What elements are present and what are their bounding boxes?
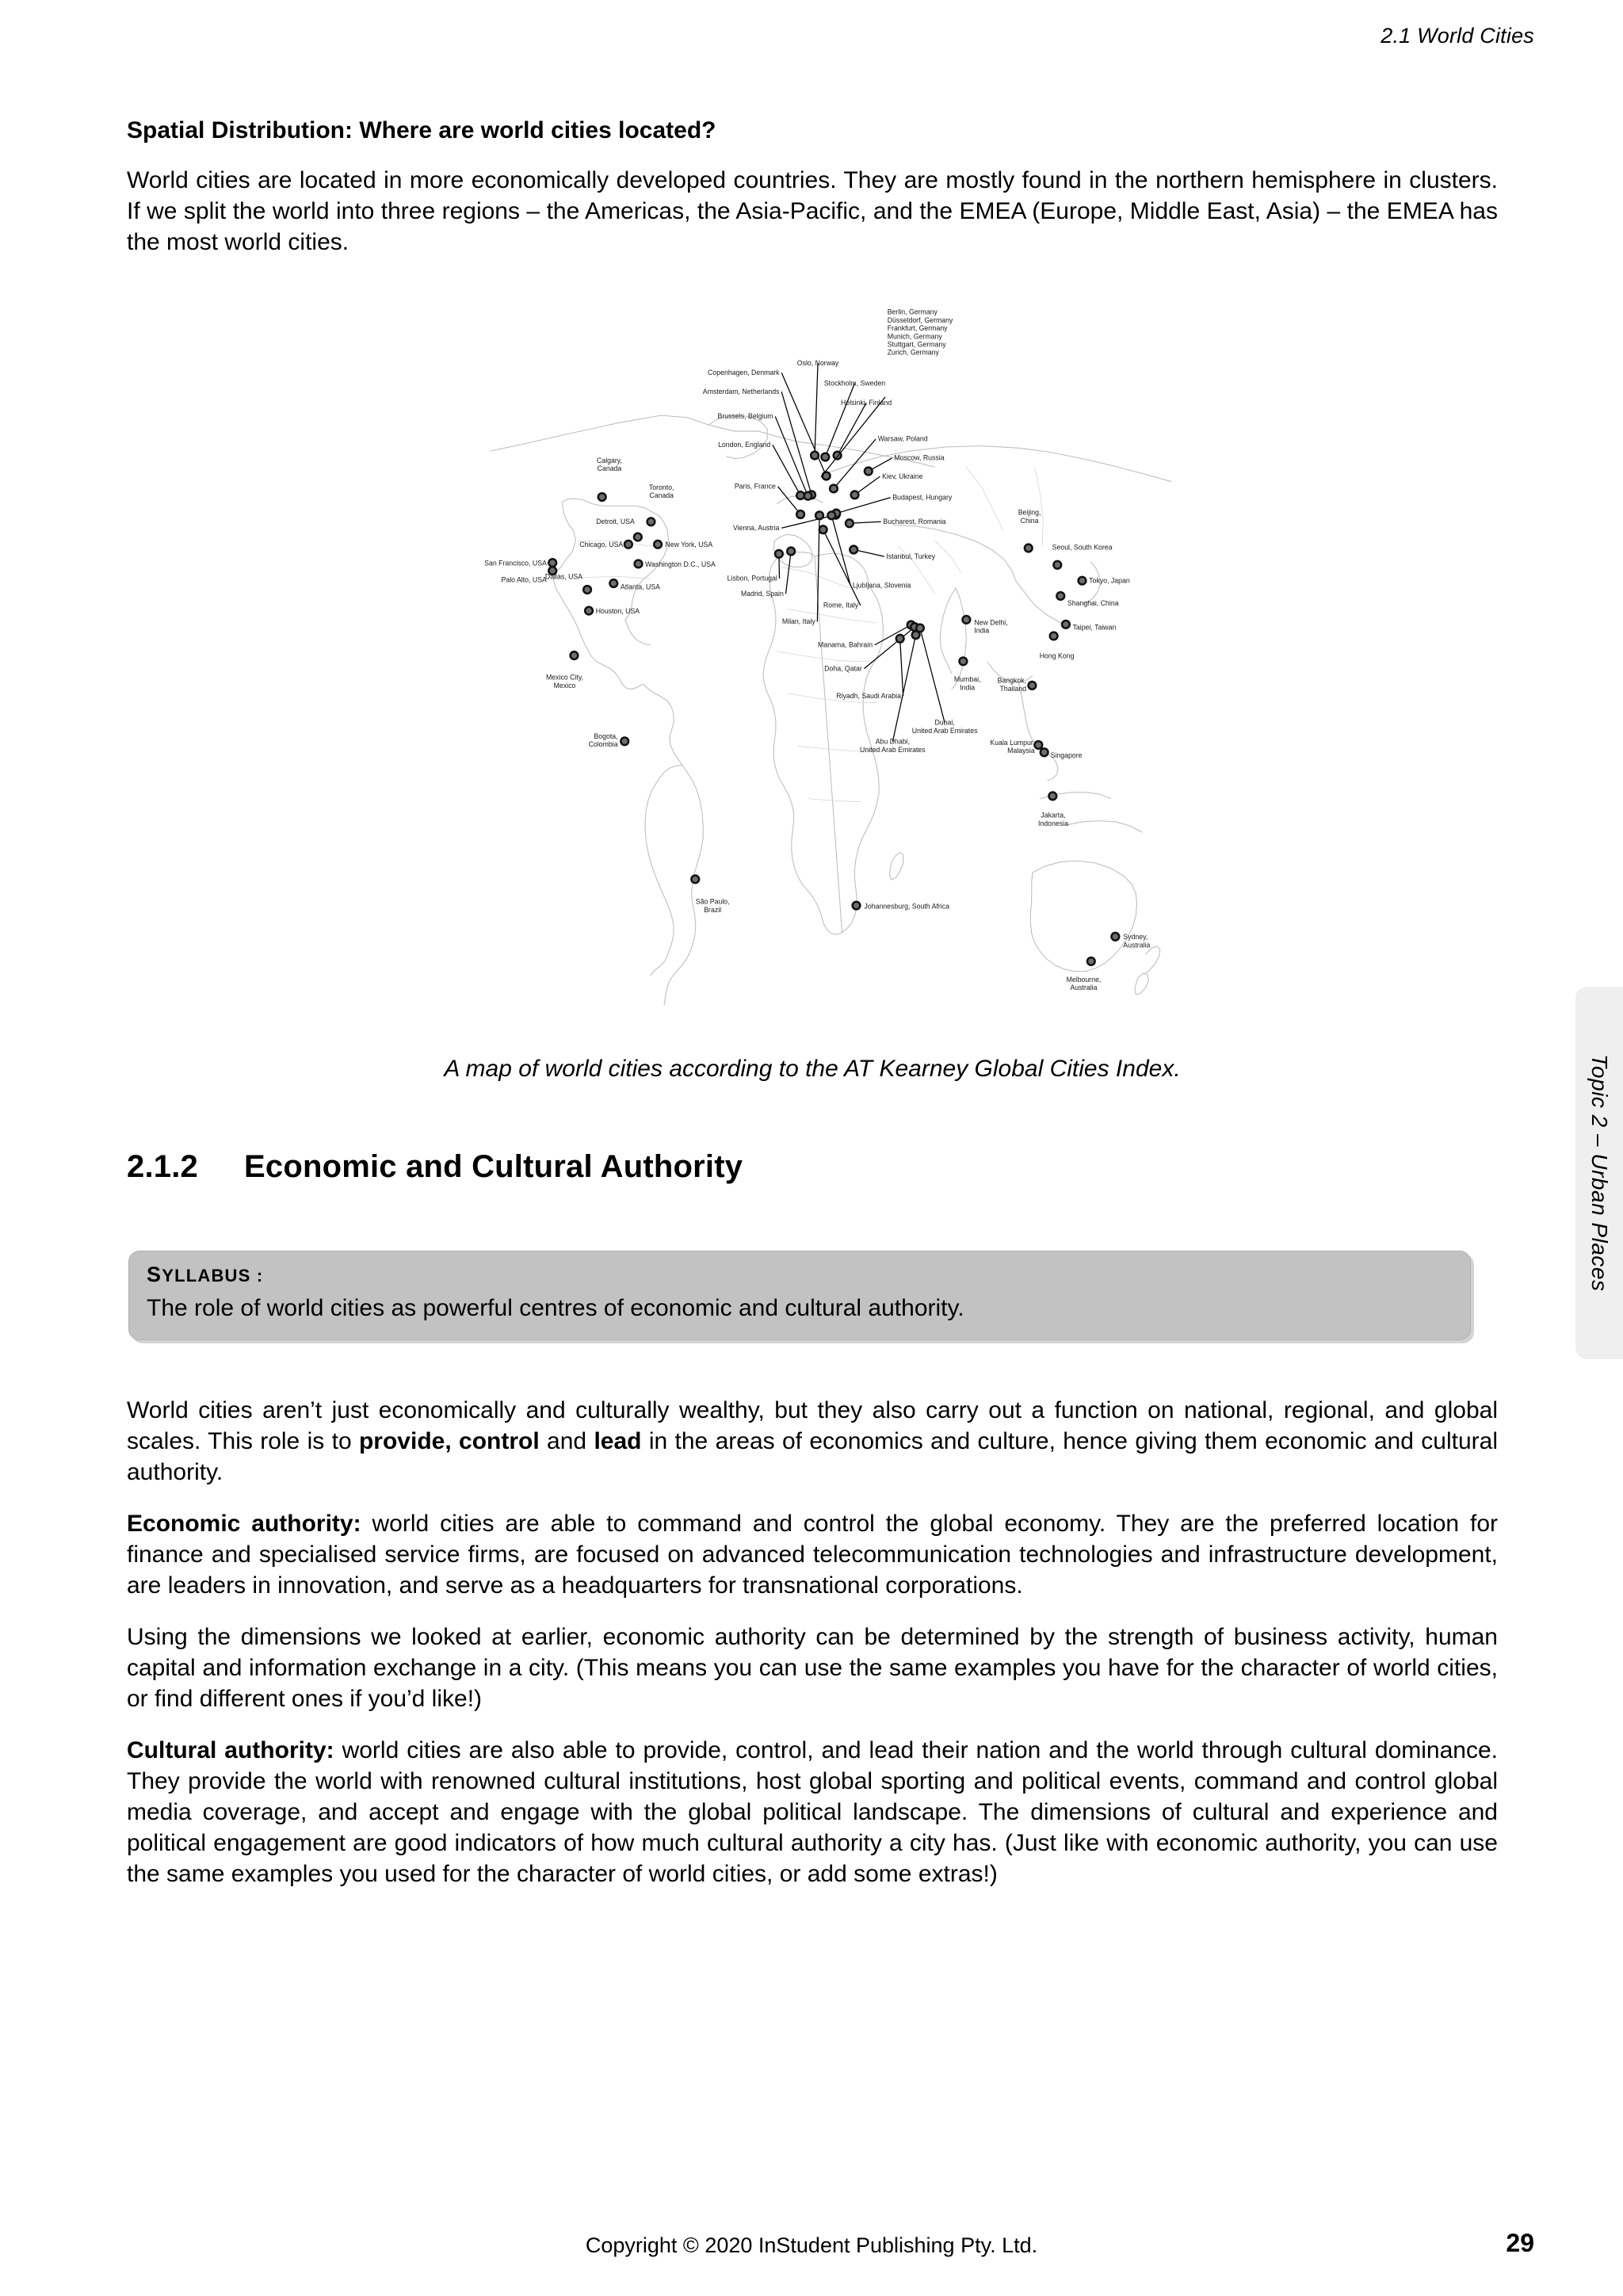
city-marker-core: [960, 659, 966, 664]
leader-line: [823, 529, 861, 606]
city-label: Sydney, Australia: [1123, 933, 1151, 949]
city-label: Rome, Italy: [823, 601, 859, 609]
city-marker-core: [820, 527, 826, 533]
city-marker-core: [829, 513, 834, 518]
economic-authority-lead: Economic authority:: [127, 1511, 361, 1537]
city-label: Moscow, Russia: [894, 453, 945, 462]
city-label: Budapest, Hungary: [892, 493, 953, 502]
city-marker-core: [1113, 934, 1118, 939]
city-marker-core: [823, 454, 828, 460]
city-marker-core: [571, 652, 577, 658]
leader-line: [781, 372, 826, 476]
city-label: Houston, USA: [595, 606, 640, 615]
city-marker-core: [812, 453, 817, 458]
city-marker-core: [655, 541, 660, 547]
topic-side-tab-label: Topic 2 – Urban Places: [1587, 1054, 1612, 1292]
p1-bold-lead: lead: [594, 1428, 642, 1454]
city-label: Riyadh, Saudi Arabia: [836, 691, 901, 700]
section-heading: [127, 1149, 743, 1185]
paragraph-role: [127, 1395, 1498, 1488]
city-marker-core: [636, 561, 641, 567]
leader-line: [775, 416, 808, 495]
city-label: Beijing, China: [1018, 508, 1041, 525]
city-marker-core: [917, 625, 922, 631]
section-number: 2.1.2: [127, 1149, 198, 1184]
city-marker-core: [586, 608, 591, 613]
footer-copyright: Copyright © 2020 InStudent Publishing Pty. Ltd.: [585, 2233, 1038, 2257]
city-label: Hong Kong: [1039, 651, 1075, 660]
city-label: Singapore: [1050, 751, 1083, 759]
paragraph-economic-authority: [127, 1508, 1498, 1601]
city-label: New York, USA: [665, 541, 713, 549]
running-header: 2.1 World Cities: [1381, 24, 1534, 48]
city-label: Jakarta, Indonesia: [1037, 811, 1068, 827]
city-marker-core: [852, 492, 857, 498]
city-label: Taipei, Taiwan: [1072, 623, 1117, 632]
page-number: 29: [1506, 2229, 1534, 2257]
city-label: Vienna, Austria: [732, 523, 780, 532]
city-marker-core: [776, 551, 781, 556]
figure-caption: A map of world cities according to the AT Kearney Global Cities Index.: [444, 1056, 1181, 1082]
city-label: London, England: [718, 440, 771, 449]
leader-line: [836, 498, 890, 514]
city-marker-core: [854, 903, 859, 908]
city-label: Madrid, Spain: [740, 589, 784, 598]
city-marker-core: [622, 739, 628, 744]
city-marker-core: [1088, 958, 1094, 964]
leader-line: [815, 363, 818, 455]
city-marker-core: [805, 493, 811, 499]
city-label: Stockholm, Sweden: [823, 379, 886, 388]
city-marker-core: [1041, 750, 1047, 755]
city-label: Dallas, USA: [544, 572, 583, 581]
cultural-authority-text: world cities are also able to provide, control, and lead their nation and the world through cultural dominance. They provide the world with renowned cultural institutions, host global sporting and political events, command and control global media coverage, and accept and engage with the global political landscape. The dimensions of cultural and experience and political engagement are good indicators of how much cultural authority a city has. (Just like with economic authority, you can use the same examples you used for the character of world cities, or add some extras!): [127, 1737, 1498, 1887]
leader-line: [892, 635, 915, 742]
city-marker-core: [648, 519, 654, 525]
city-marker-core: [1036, 742, 1041, 747]
city-label: Atlanta, USA: [620, 583, 661, 591]
city-marker-core: [897, 636, 903, 641]
city-label: Amsterdam, Netherlands: [702, 387, 780, 395]
paragraph-dimensions: Using the dimensions we looked at earlier, economic authority can be determined by the strength of business activity, human capital and information exchange in a city. (This means you can use the same examples you have for the character of world cities, or find different ones if you’d like!): [127, 1624, 1498, 1712]
city-marker-core: [1025, 545, 1031, 551]
city-marker-core: [789, 548, 794, 554]
city-label: Bogota, Colombia: [588, 732, 618, 749]
p1-part-a: World cities aren’t just economically and culturally wealthy, but they also carry out a function on national, regional, and global scales. This role is to: [127, 1397, 1498, 1454]
city-label: New Delhi, India: [974, 618, 1008, 635]
intro-paragraph: World cities are located in more economically developed countries. They are mostly found in the northern hemisphere in clusters. If we split the world into three regions – the Americas, the Asia-Pacific, and the EMEA (Europe, Middle East, Asia) – the EMEA has the most world cities.: [127, 167, 1498, 255]
syllabus-label-initial: S: [147, 1263, 162, 1286]
leader-line: [920, 628, 945, 723]
p1-part-e: in the areas of economics and culture, hence giving them economic and cultural authority.: [127, 1428, 1498, 1485]
syllabus-label: [147, 1263, 1453, 1287]
city-label: Mexico City, Mexico: [546, 673, 584, 690]
city-marker-core: [798, 492, 804, 498]
city-markers: [548, 450, 1120, 966]
city-marker-core: [1063, 621, 1068, 627]
city-marker-core: [611, 580, 617, 586]
coastlines: [490, 415, 1171, 1005]
city-label: Lisbon, Portugal: [727, 574, 777, 583]
subheading-spatial-distribution: Spatial Distribution: Where are world cities located?: [127, 117, 716, 143]
city-label: Johannesburg, South Africa: [864, 902, 950, 911]
city-label: Helsinki, Finland: [841, 398, 892, 407]
city-marker-core: [1029, 682, 1035, 688]
economic-authority-text: world cities are able to command and control the global economy. They are the preferred location for finance and specialised service firms, are focused on advanced telecommunication technologies and infrastructure development, are leaders in innovation, and serve as a headquarters for transnational corporations.: [127, 1511, 1498, 1599]
paragraph-cultural-authority: [127, 1735, 1498, 1889]
city-label: San Francisco, USA: [484, 559, 547, 567]
city-label: Bucharest, Romania: [883, 517, 946, 525]
p1-part-c: and: [539, 1428, 594, 1454]
leader-line: [834, 439, 876, 488]
city-label: Istanbul, Turkey: [886, 552, 936, 560]
city-label: Detroit, USA: [596, 517, 635, 525]
city-marker-core: [851, 547, 857, 552]
city-label: Mumbai, India: [953, 675, 981, 692]
city-label: Shanghai, China: [1067, 598, 1119, 607]
city-label: Ljubljana, Slovenia: [852, 581, 911, 590]
city-marker-core: [599, 494, 605, 499]
city-label: Copenhagen, Denmark: [708, 368, 780, 376]
world-cities-map-figure: [127, 293, 1522, 1030]
city-marker-core: [846, 521, 852, 526]
city-label: Doha, Qatar: [824, 664, 862, 673]
city-marker-core: [635, 534, 640, 540]
city-marker-core: [1058, 593, 1064, 598]
cultural-authority-lead: Cultural authority:: [127, 1737, 334, 1763]
city-label: Kiev, Ukraine: [882, 472, 923, 480]
city-marker-core: [584, 586, 590, 592]
city-label: Bangkok, Thailand: [997, 676, 1027, 693]
city-label: Calgary, Canada: [597, 456, 622, 473]
city-label: Toronto, Canada: [648, 483, 674, 500]
intro-block: [127, 117, 1498, 278]
city-label: Milan, Italy: [781, 617, 815, 626]
city-label: Melbourne, Australia: [1066, 975, 1102, 992]
city-marker-core: [1055, 562, 1060, 567]
city-label: São Paulo, Brazil: [695, 897, 730, 914]
leader-line: [900, 639, 903, 696]
topic-side-tab: [1575, 987, 1623, 1359]
city-label: Chicago, USA: [579, 541, 624, 549]
world-map-svg: [127, 293, 1522, 1030]
p1-bold-provide-control: provide, control: [358, 1428, 540, 1454]
germany-cities-label: Berlin, Germany Düsseldorf, Germany Frankfurt, Germany Munich, Germany Stuttgart, Germany Zurich, Germany: [887, 308, 953, 357]
city-marker-core: [1051, 633, 1056, 639]
city-label: Paris, France: [734, 482, 776, 491]
city-marker-core: [625, 541, 631, 547]
syllabus-label-rest: YLLABUS :: [162, 1266, 264, 1286]
city-label: Oslo, Norway: [796, 359, 839, 368]
city-marker-core: [823, 473, 829, 479]
city-marker-core: [1079, 578, 1085, 583]
city-marker-core: [693, 877, 698, 882]
syllabus-text: The role of world cities as powerful centres of economic and cultural authority.: [147, 1295, 964, 1321]
leader-line: [825, 384, 854, 457]
city-marker-core: [831, 486, 836, 491]
city-label: Abu Dhabi, United Arab Emirates: [860, 737, 926, 754]
city-label: Seoul, South Korea: [1052, 543, 1113, 552]
city-marker-core: [816, 513, 822, 518]
syllabus-callout: [128, 1251, 1471, 1340]
city-label: Warsaw, Poland: [877, 434, 928, 443]
city-label: Kuala Lumpur, Malaysia: [990, 738, 1035, 755]
leader-line: [773, 445, 800, 495]
germany-group-label: [821, 308, 953, 477]
city-label: Palo Alto, USA: [501, 575, 547, 584]
city-label: Tokyo, Japan: [1089, 576, 1130, 585]
section-title: Economic and Cultural Authority: [244, 1149, 743, 1184]
city-marker-core: [550, 560, 556, 566]
city-label: Washington D.C., USA: [645, 560, 716, 568]
city-label: Manama, Bahrain: [818, 640, 873, 649]
leader-line: [838, 403, 867, 455]
city-marker-core: [1050, 793, 1056, 799]
city-label: Brussels, Belgium: [717, 412, 773, 421]
city-marker-core: [913, 632, 918, 638]
city-marker-core: [798, 511, 804, 517]
city-marker-core: [964, 617, 969, 622]
city-marker-core: [865, 468, 871, 474]
city-label: Dubai, United Arab Emirates: [911, 718, 978, 735]
main-body: [127, 1395, 1498, 1910]
leader-line: [786, 552, 792, 594]
